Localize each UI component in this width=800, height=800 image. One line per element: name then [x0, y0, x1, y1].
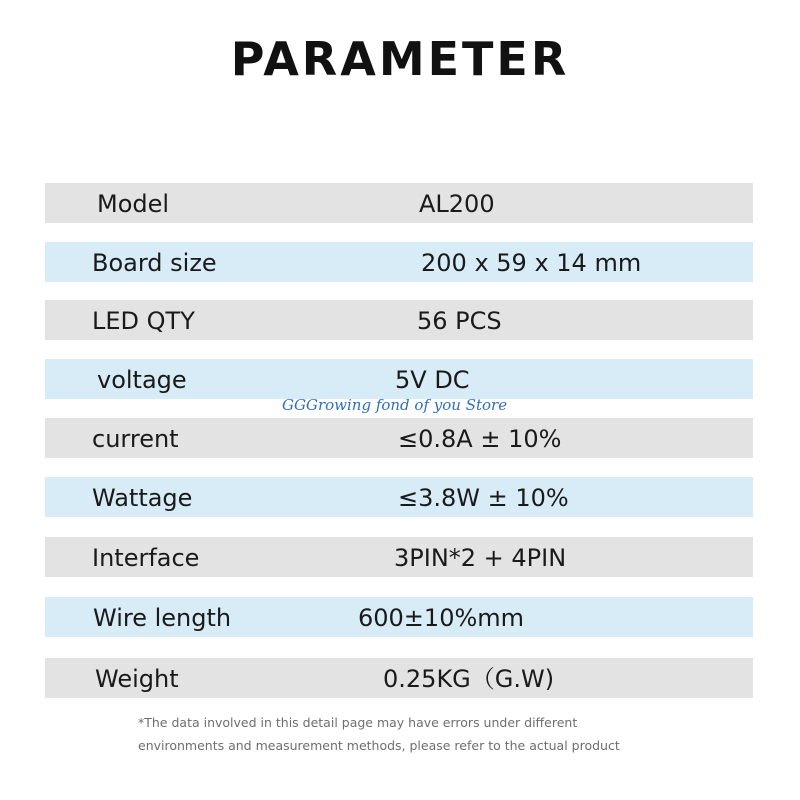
param-row-interface [45, 537, 753, 577]
param-value-led-qty: 56 PCS [417, 307, 502, 335]
param-label-wire-length: Wire length [93, 604, 232, 632]
param-label-current: current [92, 425, 179, 453]
param-value-weight: 0.25KG（G.W) [383, 665, 555, 693]
store-watermark: GGGrowing fond of you Store [282, 396, 508, 414]
page-title: PARAMETER [230, 32, 570, 86]
param-label-voltage: voltage [97, 366, 187, 394]
param-value-current: ≤0.8A ± 10% [398, 425, 562, 453]
param-value-wattage: ≤3.8W ± 10% [398, 484, 569, 512]
param-label-wattage: Wattage [92, 484, 193, 512]
disclaimer-line-1: *The data involved in this detail page may have errors under different [138, 715, 578, 730]
param-value-wire-length: 600±10%mm [358, 604, 525, 632]
param-value-model: AL200 [419, 190, 495, 218]
param-label-weight: Weight [95, 665, 179, 693]
param-value-voltage: 5V DC [395, 366, 470, 394]
param-row-led-qty [45, 300, 753, 340]
param-value-board-size: 200 x 59 x 14 mm [421, 249, 642, 277]
param-label-board-size: Board size [92, 249, 217, 277]
param-label-model: Model [97, 190, 170, 218]
param-row-board-size [45, 242, 753, 282]
param-row-wire-length [45, 597, 753, 637]
param-row-model [45, 183, 753, 223]
disclaimer-note [138, 711, 758, 757]
param-label-led-qty: LED QTY [92, 307, 195, 335]
param-row-voltage [45, 359, 753, 399]
param-row-wattage [45, 477, 753, 517]
param-row-current [45, 418, 753, 458]
param-value-interface: 3PIN*2 + 4PIN [394, 544, 567, 572]
disclaimer-line-2: environments and measurement methods, please refer to the actual product [138, 738, 620, 753]
param-row-weight [45, 658, 753, 698]
param-label-interface: Interface [92, 544, 200, 572]
